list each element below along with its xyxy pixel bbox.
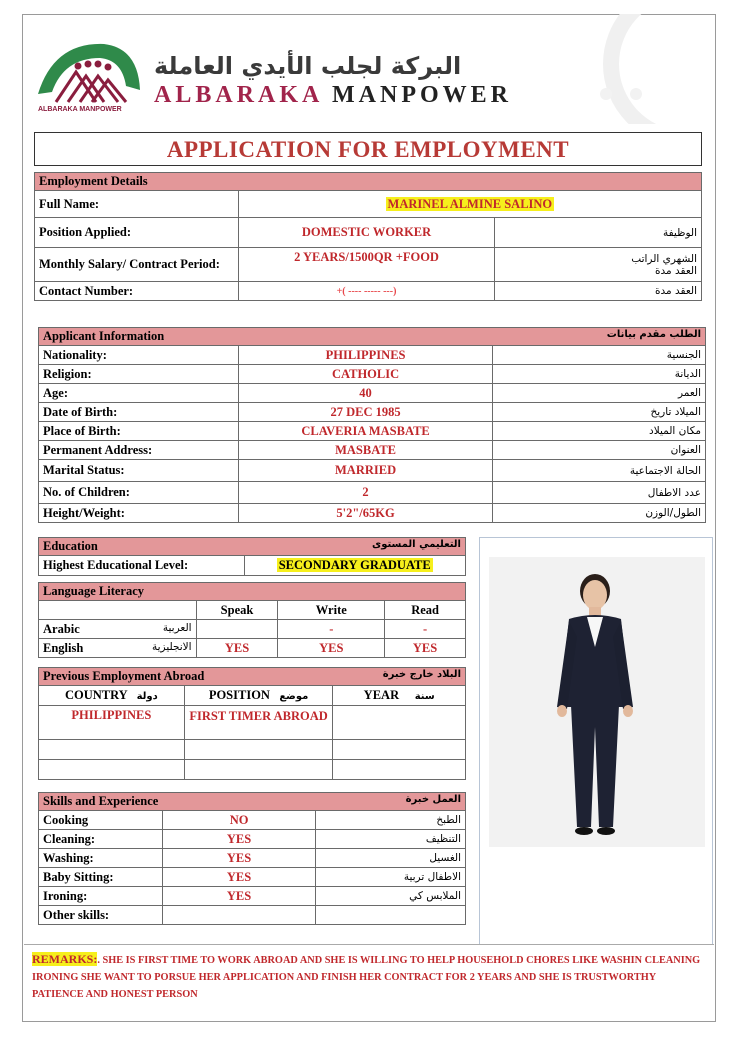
col-country-text: COUNTRY [64,688,128,702]
col-position-text: POSITION [208,688,270,702]
english-write: YES [278,639,385,658]
language-label: Arabic [43,621,80,636]
skills-header-text: Skills and Experience [43,794,159,808]
education-value-text: SECONDARY GRADUATE [278,558,431,572]
salary-value: 2 YEARS/1500QR +FOOD [238,248,495,282]
position-value: DOMESTIC WORKER [238,218,495,248]
logo-caption: ALBARAKA MANPOWER [38,106,122,113]
skill-label: Cooking [39,811,163,830]
row-label: Permanent Address: [39,441,239,460]
skill-arabic: الملابس كي [316,887,466,906]
full-name-value [238,191,701,218]
row-arabic: العمر [493,384,706,403]
contact-label: Contact Number: [35,282,239,301]
col-country-arabic: دولة [136,691,158,702]
full-name-label: Full Name: [35,191,239,218]
language-corner [39,601,197,620]
previous-country: PHILIPPINES [39,706,185,740]
previous-year [333,706,466,740]
salary-label: Monthly Salary/ Contract Period: [35,248,239,282]
row-value: PHILIPPINES [238,346,493,365]
remarks-label: REMARKS: [32,952,98,966]
empty-cell [333,740,466,760]
skill-arabic: التنظيف [316,830,466,849]
salary-arabic-line2: العقد مدة [655,264,697,277]
row-label: Marital Status: [39,460,239,482]
row-arabic: الحالة الاجتماعية [493,460,706,482]
arabic-write: - [278,620,385,639]
position-arabic: الوظيفة [495,218,702,248]
row-arabic: العنوان [493,441,706,460]
col-speak: Speak [196,601,278,620]
previous-header-text: Previous Employment Abroad [43,669,205,683]
education-header-text: Education [43,539,98,553]
education-value [244,556,466,576]
previous-position: FIRST TIMER ABROAD [184,706,333,740]
company-logo [34,36,144,108]
skill-arabic: الغسيل [316,849,466,868]
row-arabic: الميلاد تاريخ [493,403,706,422]
salary-arabic-line1: الشهري الراتب [631,252,697,265]
skill-value [162,906,316,925]
section-header-applicant [39,328,706,346]
english-speak: YES [196,639,278,658]
row-label: Height/Weight: [39,504,239,523]
row-value: 2 [238,482,493,504]
col-country [39,686,185,706]
skill-value: NO [162,811,316,830]
row-arabic: الطول/الوزن [493,504,706,523]
position-label: Position Applied: [35,218,239,248]
skills-header-arabic: العمل خبرة [405,794,461,805]
remarks-block [24,944,714,1020]
watermark-graphic [526,14,716,124]
section-header-skills [39,793,466,811]
employment-details-table [34,172,702,301]
skill-arabic [316,906,466,925]
row-arabic: الديانة [493,365,706,384]
company-name-english [154,82,512,109]
row-value: CLAVERIA MASBATE [238,422,493,441]
full-name-text: MARINEL ALMINE SALINO [387,196,553,211]
skill-label: Baby Sitting: [39,868,163,887]
row-value: CATHOLIC [238,365,493,384]
row-arabic: عدد الاطفال [493,482,706,504]
salary-arabic [495,248,702,282]
col-read: Read [385,601,466,620]
arabic-speak [196,620,278,639]
skill-value: YES [162,868,316,887]
empty-cell [333,760,466,780]
previous-employment-table [38,667,466,780]
language-arabic [39,620,197,639]
applicant-photo [489,557,705,847]
skill-label: Washing: [39,849,163,868]
skills-table [38,792,466,925]
section-header-previous [39,668,466,686]
skill-arabic: الطبخ [316,811,466,830]
language-table [38,582,466,658]
company-name-accent: ALBARAKA [154,82,323,108]
language-english-script: الانجليزية [151,640,192,653]
row-arabic: مكان الميلاد [493,422,706,441]
page-title: APPLICATION FOR EMPLOYMENT [34,132,702,166]
applicant-header-arabic: الطلب مقدم بيانات [606,329,701,340]
empty-cell [184,740,333,760]
education-header-arabic: التعليمي المستوى [372,539,461,550]
skill-label: Other skills: [39,906,163,925]
skill-value: YES [162,830,316,849]
row-value: 5'2"/65KG [238,504,493,523]
row-label: Religion: [39,365,239,384]
row-value: 27 DEC 1985 [238,403,493,422]
language-label: English [43,640,84,655]
company-name-rest: MANPOWER [322,82,513,108]
row-value: MARRIED [238,460,493,482]
remarks-text: . SHE IS FIRST TIME TO WORK ABROAD AND SHE IS WILLING TO HELP HOUSEHOLD CHORES LIKE WASHIN CLEANING IRONING SHE WANT TO PORSUE HER APPLICATION AND FINISH HER CONTRACT FOR 2 YEARS AND SHE IS TRUSTWORTHY PATIENCE AND HONEST PERSON [32,955,701,1000]
education-table [38,537,466,576]
row-value: MASBATE [238,441,493,460]
empty-cell [184,760,333,780]
col-year [333,686,466,706]
col-year-arabic: سنة [414,691,435,702]
company-name-arabic: البركة لجلب الأيدي العاملة [154,52,462,80]
row-label: Place of Birth: [39,422,239,441]
skill-value: YES [162,849,316,868]
row-label: Age: [39,384,239,403]
col-position [184,686,333,706]
applicant-info-table [38,327,706,523]
skill-arabic: الاطفال تربية [316,868,466,887]
row-arabic: الجنسية [493,346,706,365]
row-value: 40 [238,384,493,403]
section-header-education [39,538,466,556]
education-label: Highest Educational Level: [39,556,245,576]
row-label: Date of Birth: [39,403,239,422]
previous-header-arabic: البلاد خارج خبرة [382,669,461,680]
col-position-arabic: موضع [279,691,309,702]
language-english [39,639,197,658]
language-arabic-script: العربية [162,621,192,634]
skill-label: Ironing: [39,887,163,906]
applicant-header-text: Applicant Information [43,329,165,343]
section-header-employment: Employment Details [35,173,702,191]
skill-label: Cleaning: [39,830,163,849]
col-write: Write [278,601,385,620]
contact-value: +( ---- ----- ---) [238,282,495,301]
section-header-language: Language Literacy [39,583,466,601]
english-read: YES [385,639,466,658]
contact-arabic: العقد مدة [495,282,702,301]
col-year-text: YEAR [363,688,400,702]
arabic-read: - [385,620,466,639]
row-label: Nationality: [39,346,239,365]
empty-cell [39,760,185,780]
empty-cell [39,740,185,760]
row-label: No. of Children: [39,482,239,504]
skill-value: YES [162,887,316,906]
